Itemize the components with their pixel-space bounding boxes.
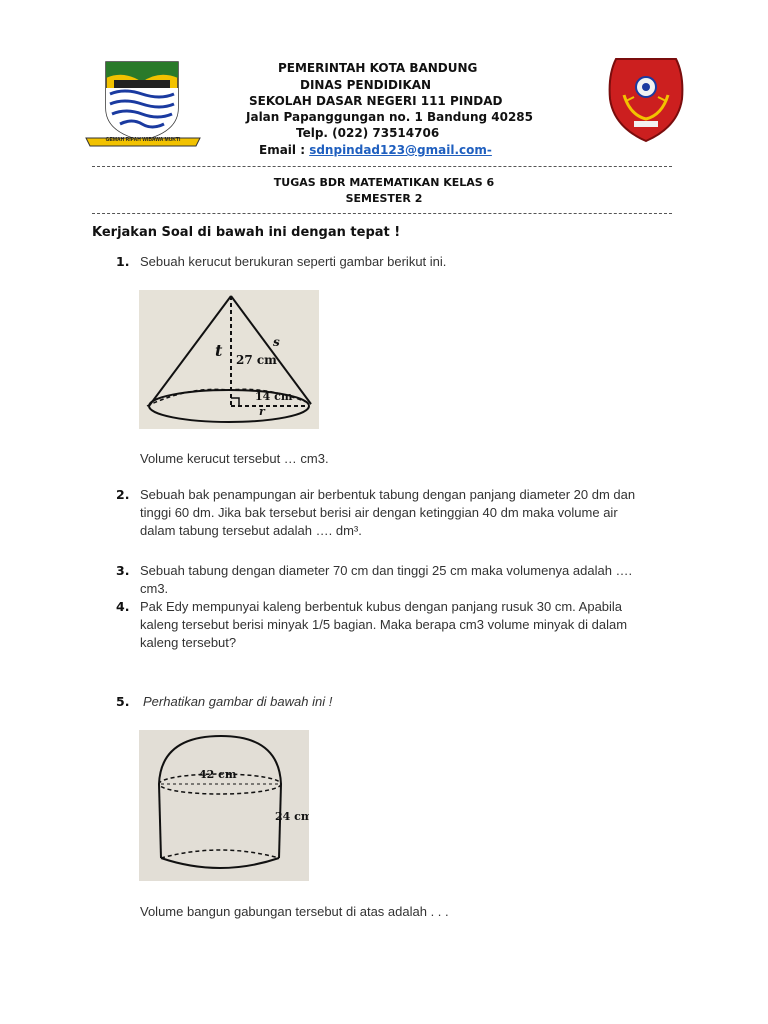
header-department: DINAS PENDIDIKAN	[300, 78, 432, 92]
cone-r-label: r	[259, 405, 265, 418]
question-5-answer-line: Volume bangun gabungan tersebut di atas adalah . . .	[140, 904, 449, 919]
question-3-number: 3.	[116, 563, 130, 578]
header-phone: Telp. (022) 73514706	[296, 126, 440, 140]
question-4-line: Pak Edy mempunyai kaleng berbentuk kubus dengan panjang rusuk 30 cm. Apabila	[140, 599, 623, 614]
question-4-line: kaleng tersebut berisi minyak 1/5 bagian. Maka berapa cm3 volume minyak di dalam	[140, 617, 628, 632]
divider-top	[92, 166, 672, 167]
question-3-line: cm3.	[140, 581, 169, 596]
question-4-number: 4.	[116, 599, 130, 614]
cone-figure	[139, 290, 319, 429]
school-badge-logo	[604, 55, 688, 143]
question-2-line: dalam tabung tersebut adalah …. dm³.	[140, 523, 362, 538]
question-2-number: 2.	[116, 487, 130, 502]
cone-t-label: t	[215, 341, 223, 360]
question-4-line: kaleng tersebut?	[140, 635, 237, 650]
cone-s-label: s	[273, 335, 280, 349]
cone-radius-label: 14 cm	[255, 390, 293, 403]
header-school-name: SEKOLAH DASAR NEGERI 111 PINDAD	[249, 94, 503, 108]
divider-bottom	[92, 213, 672, 214]
cone-height-label: 27 cm	[236, 353, 277, 367]
instruction: Kerjakan Soal di bawah ini dengan tepat !	[92, 225, 401, 240]
assignment-semester: SEMESTER 2	[345, 192, 423, 205]
logo-motto: GEMAH RIPAH WIBAWA MUKTI	[105, 137, 181, 143]
question-3-line: Sebuah tabung dengan diameter 70 cm dan tinggi 25 cm maka volumenya adalah ….	[140, 563, 633, 578]
question-2-text	[140, 486, 660, 540]
question-2-line: tinggi 60 dm. Jika bak tersebut berisi air dengan ketinggian 40 dm maka volume air	[140, 505, 618, 520]
question-5-number: 5.	[116, 694, 130, 709]
question-1-text: Sebuah kerucut berukuran seperti gambar berikut ini.	[140, 254, 447, 269]
question-4-text	[140, 598, 660, 652]
header-address: Jalan Papanggungan no. 1 Bandung 40285	[246, 110, 533, 124]
header-email	[259, 143, 492, 157]
cylinder-diameter-label: 42 cm	[199, 768, 237, 781]
question-3-text	[140, 562, 660, 598]
question-2-line: Sebuah bak penampungan air berbentuk tabung dengan panjang diameter 20 dm dan	[140, 487, 636, 502]
question-5-text: Perhatikan gambar di bawah ini !	[143, 694, 333, 709]
question-1-number: 1.	[116, 254, 130, 269]
email-label: Email :	[259, 143, 306, 157]
assignment-title: TUGAS BDR MATEMATIKAN KELAS 6	[273, 176, 495, 189]
bandung-city-logo	[84, 58, 202, 148]
question-1-answer-line: Volume kerucut tersebut … cm3.	[140, 451, 329, 466]
cylinder-hemisphere-figure	[139, 730, 309, 881]
email-link[interactable]: sdnpindad123@gmail.com-	[309, 143, 492, 157]
cylinder-height-label: 24 cm	[275, 810, 309, 823]
header-government: PEMERINTAH KOTA BANDUNG	[278, 61, 478, 75]
